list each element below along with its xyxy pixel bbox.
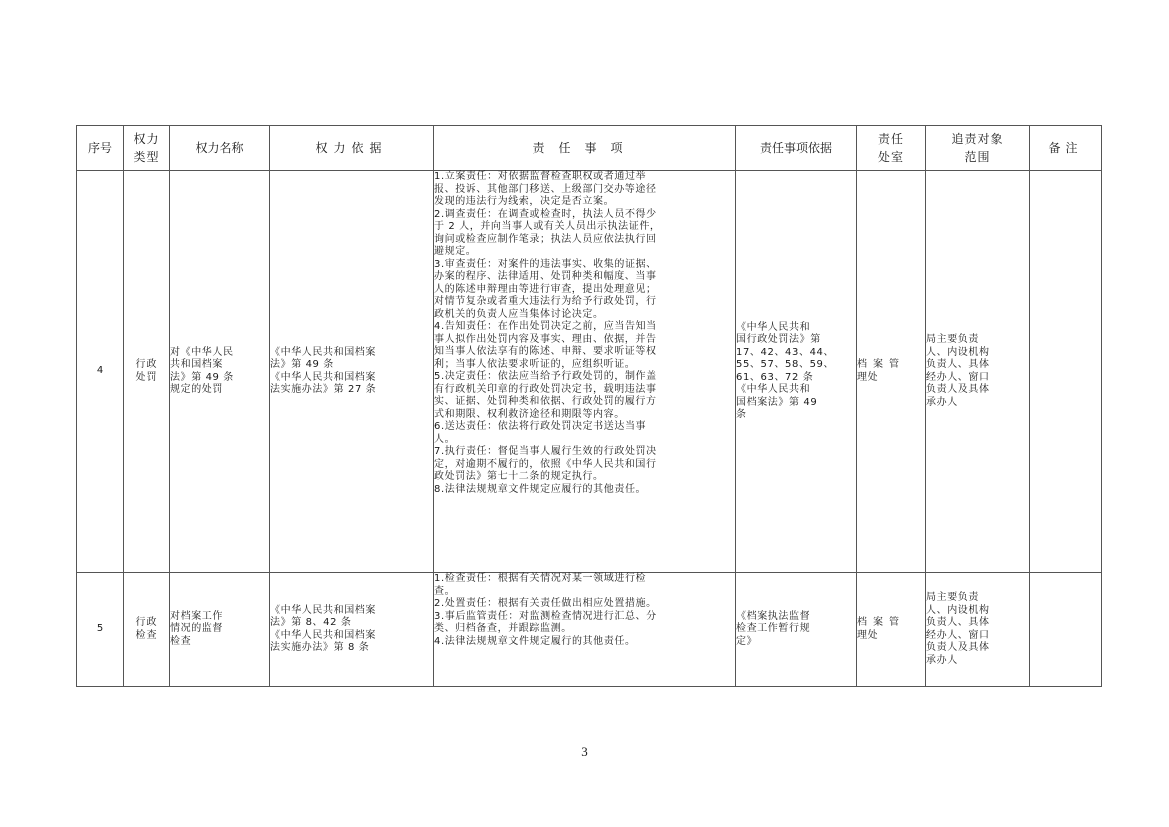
table-row [77,171,1102,573]
row-duties: 1.检查责任：根据有关情况对某一领域进行检 查。 2.处置责任：根据有关责任做出相应处置措施。 3.事后监管责任：对监测检查情况进行汇总、分 类、归档备查，并跟踪监测。 4.法律法规规章文件规定履行的其他责任。 [434,573,736,687]
row-accountability: 局主要负责 人、内设机构 负责人、具体 经办人、窗口 负责人及具体 承办人 [926,573,1030,687]
row-name: 对档案工作 情况的监督 检查 [170,573,270,687]
header-duties: 责任事项 [434,126,736,171]
table-row [77,573,1102,687]
row-remarks [1030,171,1102,573]
row-basis: 《中华人民共和国档案 法》第 49 条 《中华人民共和国档案 法实施办法》第 27 条 [270,171,434,573]
row-basis: 《中华人民共和国档案 法》第 8、42 条 《中华人民共和国档案 法实施办法》第 8 条 [270,573,434,687]
row-name: 对《中华人民 共和国档案 法》第 49 条 规定的处罚 [170,171,270,573]
row-type: 行政 检查 [124,573,170,687]
row-seq: 5 [77,573,124,687]
header-accountability: 追责对象 范围 [926,126,1030,171]
header-type: 权力 类型 [124,126,170,171]
row-seq: 4 [77,171,124,573]
header-basis: 权力依据 [270,126,434,171]
row-duty-basis: 《中华人民共和 国行政处罚法》第 17、42、43、44、 55、57、58、59、 61、63、72 条 《中华人民共和 国档案法》第 49 条 [736,171,857,573]
row-remarks [1030,573,1102,687]
row-accountability: 局主要负责 人、内设机构 负责人、具体 经办人、窗口 负责人及具体 承办人 [926,171,1030,573]
header-remarks: 备注 [1030,126,1102,171]
row-duty-basis: 《档案执法监督 检查工作暂行规 定》 [736,573,857,687]
header-seq: 序号 [77,126,124,171]
row-type: 行政 处罚 [124,171,170,573]
header-row [77,126,1102,171]
row-dept: 档案管 理处 [857,573,926,687]
header-duty-basis: 责任事项依据 [736,126,857,171]
header-dept: 责任 处室 [857,126,926,171]
row-dept: 档案管 理处 [857,171,926,573]
header-name: 权力名称 [170,126,270,171]
page-number: 3 [581,744,588,759]
authority-table [76,125,1102,687]
row-duties: 1.立案责任：对依据监督检查职权或者通过举 报、投诉、其他部门移送、上级部门交办等途径 发现的违法行为线索，决定是否立案。 2.调查责任：在调查或检查时，执法人员不得少 于 2 人，并向当事人或有关人员出示执法证件， 询问或检查应制作笔录；执法人员应依法执行回 避规定。 3.审查责任：对案件的违法事实、收集的证据、 办案的程序、法律适用、处罚种类和幅度、当事 人的陈述申辩理由等进行审查，提出处理意见； 对情节复杂或者重大违法行为给予行政处罚，行 政机关的负责人应当集体讨论决定。 4.告知责任：在作出处罚决定之前，应当告知当 事人拟作出处罚内容及事实、理由、依据，并告 知当事人依法享有的陈述、申辩、要求听证等权 利；当事人依法要求听证的，应组织听证。 5.决定责任：依法应当给予行政处罚的，制作盖 有行政机关印章的行政处罚决定书，载明违法事 实、证据、处罚种类和依据、行政处罚的履行方 式和期限、权利救济途径和期限等内容。 6.送达责任：依法将行政处罚决定书送达当事 人。 7.执行责任：督促当事人履行生效的行政处罚决 定，对逾期不履行的，依照《中华人民共和国行 政处罚法》第七十二条的规定执行。 8.法律法规规章文件规定应履行的其他责任。 [434,171,736,573]
